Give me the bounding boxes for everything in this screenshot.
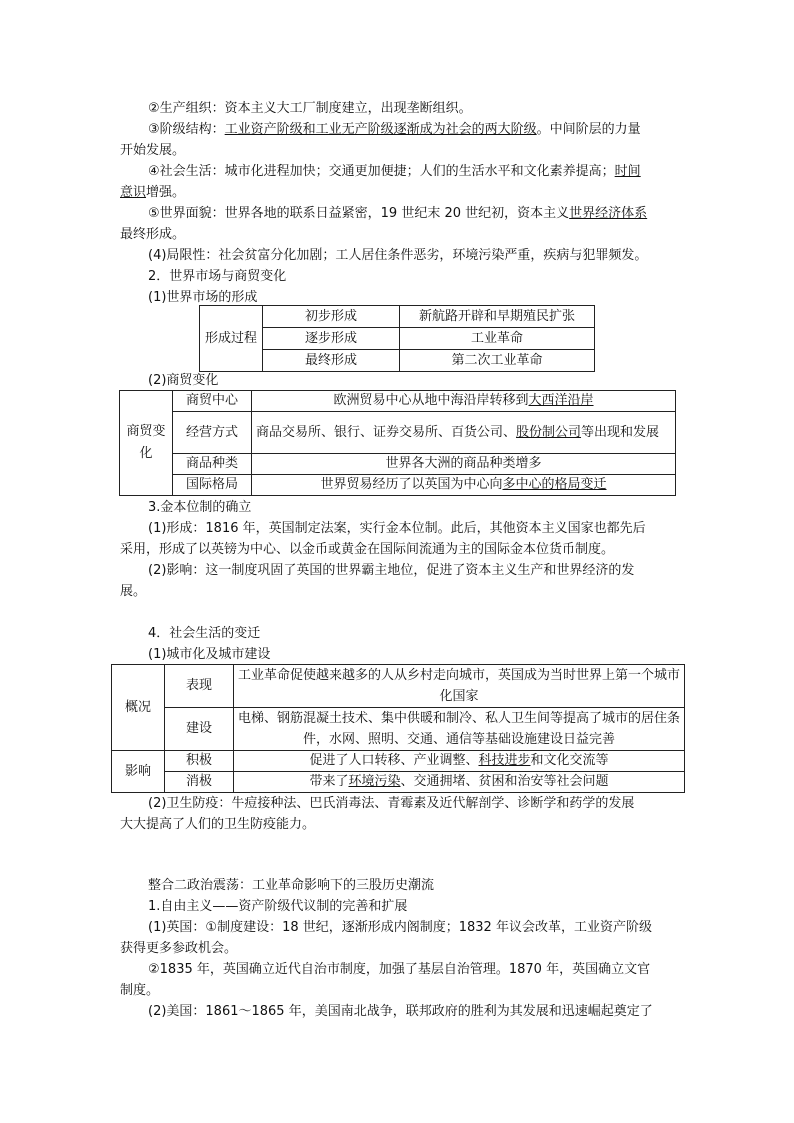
text-line: [120, 182, 680, 203]
subheading: (2)商贸变化: [148, 373, 219, 388]
table-cell: 经营方式: [173, 412, 252, 454]
subheading: (1)世界市场的形成: [148, 290, 258, 305]
text-line: 获得更多参政机会。: [120, 941, 238, 956]
table-cell: 建设: [165, 708, 234, 751]
text-line: [148, 203, 708, 224]
table-cell: 工业革命促使越来越多的人从乡村走向城市，英国成为当时世界上第一个城市化国家: [234, 665, 685, 708]
text-line: [148, 119, 708, 140]
underlined-text: 科技进步: [478, 753, 531, 768]
table-header-cell: 形成过程: [200, 306, 263, 372]
urbanization-table: [111, 664, 685, 793]
table-row: [120, 391, 676, 412]
underlined-text: 时间: [614, 164, 641, 179]
text-line: (1)形成：1816 年，英国制定法案，实行金本位制。此后，其他资本主义国家也都先后: [148, 521, 646, 536]
text-line: 制度。: [120, 983, 160, 998]
table-cell: [234, 751, 685, 772]
text-line: 采用，形成了以英镑为中心、以金币或黄金在国际间流通为主的国际金本位货币制度。: [120, 542, 615, 557]
table-row: [120, 475, 676, 496]
underlined-text: 股份制公司: [516, 425, 582, 440]
table-header-cell: 概况: [112, 665, 165, 751]
table-row: [112, 772, 685, 793]
table-cell: [252, 412, 676, 454]
text-span: 促进了人口转移、产业调整、: [309, 753, 479, 768]
text-line: (1)英国：①制度建设：18 世纪，逐渐形成内阁制度；1832 年议会改革，工业资产阶级: [148, 920, 652, 935]
table-header-cell: 影响: [112, 751, 165, 793]
table-header-cell: 商贸变化: [120, 391, 173, 496]
table-cell: 表现: [165, 665, 234, 708]
table-row: [112, 751, 685, 772]
text-line: ②1835 年，英国确立近代自治市制度，加强了基层自治管理。1870 年，英国确立文官: [148, 962, 651, 977]
table-cell: 积极: [165, 751, 234, 772]
text-line: 大大提高了人们的卫生防疫能力。: [120, 817, 316, 832]
text-span: 、交通拥堵、贫困和治安等社会问题: [400, 774, 609, 789]
table-cell: [252, 475, 676, 496]
text-span: 和文化交流等: [530, 753, 609, 768]
text-span: 等出现和发展: [581, 425, 660, 440]
table-cell: 消极: [165, 772, 234, 793]
text-line: (2)美国：1861～1865 年，美国南北战争，联邦政府的胜利为其发展和迅速崛起奠定了: [148, 1004, 653, 1019]
underlined-text: 世界经济体系: [569, 206, 648, 221]
table-row: [112, 708, 685, 751]
text-line: (4)局限性：社会贫富分化加剧；工人居住条件恶劣，环境污染严重，疾病与犯罪频发。: [148, 248, 648, 263]
underlined-text: 大西洋沿岸: [528, 393, 594, 408]
table-row: [200, 306, 595, 328]
text-line: (2)影响：这一制度巩固了英国的世界霸主地位，促进了资本主义生产和世界经济的发: [148, 563, 635, 578]
table-row: [120, 412, 676, 454]
table-cell: 电梯、钢筋混凝土技术、集中供暖和制冷、私人卫生间等提高了城市的居住条件，水网、照明、交通、通信等基础设施建设日益完善: [234, 708, 685, 751]
table-cell: [234, 772, 685, 793]
subheading: (1)城市化及城市建设: [148, 647, 271, 662]
table-cell: 工业革命: [400, 328, 595, 350]
commerce-change-table: [119, 390, 676, 496]
table-cell: 商品种类: [173, 454, 252, 475]
table-cell: 逐步形成: [263, 328, 400, 350]
text-line: 展。: [120, 584, 147, 599]
text-line: 开始发展。: [120, 143, 186, 158]
table-cell: 第二次工业革命: [400, 350, 595, 372]
table-cell: 初步形成: [263, 306, 400, 328]
text-span: 带来了: [309, 774, 349, 789]
text-span: 。中间阶层的力量: [536, 122, 641, 137]
subheading: 1.自由主义——资产阶级代议制的完善和扩展: [148, 899, 408, 914]
text-line: ②生产组织：资本主义大工厂制度建立，出现垄断组织。: [148, 101, 472, 116]
text-span: 商品交易所、银行、证券交易所、百货公司、: [256, 425, 517, 440]
text-span: 欧洲贸易中心从地中海沿岸转移到: [333, 393, 529, 408]
text-line: 最终形成。: [120, 227, 186, 242]
table-cell: 商贸中心: [173, 391, 252, 412]
table-cell: 世界各大洲的商品种类增多: [252, 454, 676, 475]
underlined-text: 多中心的格局变迁: [502, 477, 607, 492]
table-cell: 国际格局: [173, 475, 252, 496]
world-market-table: [199, 305, 595, 372]
text-span: ⑤世界面貌：世界各地的联系日益紧密，19 世纪末 20 世纪初，资本主义: [148, 206, 570, 221]
table-row: [120, 454, 676, 475]
table-cell: [252, 391, 676, 412]
underlined-text: 工业资产阶级和工业无产阶级逐渐成为社会的两大阶级: [224, 122, 537, 137]
table-row: [112, 665, 685, 708]
table-cell: 新航路开辟和早期殖民扩张: [400, 306, 595, 328]
underlined-text: 环境污染: [348, 774, 401, 789]
section-heading: 2．世界市场与商贸变化: [148, 269, 287, 284]
text-span: 世界贸易经历了以英国为中心向: [320, 477, 503, 492]
section-heading: 4．社会生活的变迁: [148, 626, 261, 641]
text-span: ④社会生活：城市化进程加快；交通更加便捷；人们的生活水平和文化素养提高；: [148, 164, 615, 179]
text-line: (2)卫生防疫：牛痘接种法、巴氏消毒法、青霉素及近代解剖学、诊断学和药学的发展: [148, 796, 635, 811]
section-heading: 3.金本位制的确立: [148, 500, 252, 515]
text-span: 增强。: [146, 185, 186, 200]
text-span: ③阶级结构：: [148, 122, 225, 137]
table-cell: 最终形成: [263, 350, 400, 372]
underlined-text: 意识: [120, 185, 147, 200]
text-line: [148, 161, 708, 182]
section-heading: 整合二政治震荡：工业革命影响下的三股历史潮流: [148, 878, 435, 893]
